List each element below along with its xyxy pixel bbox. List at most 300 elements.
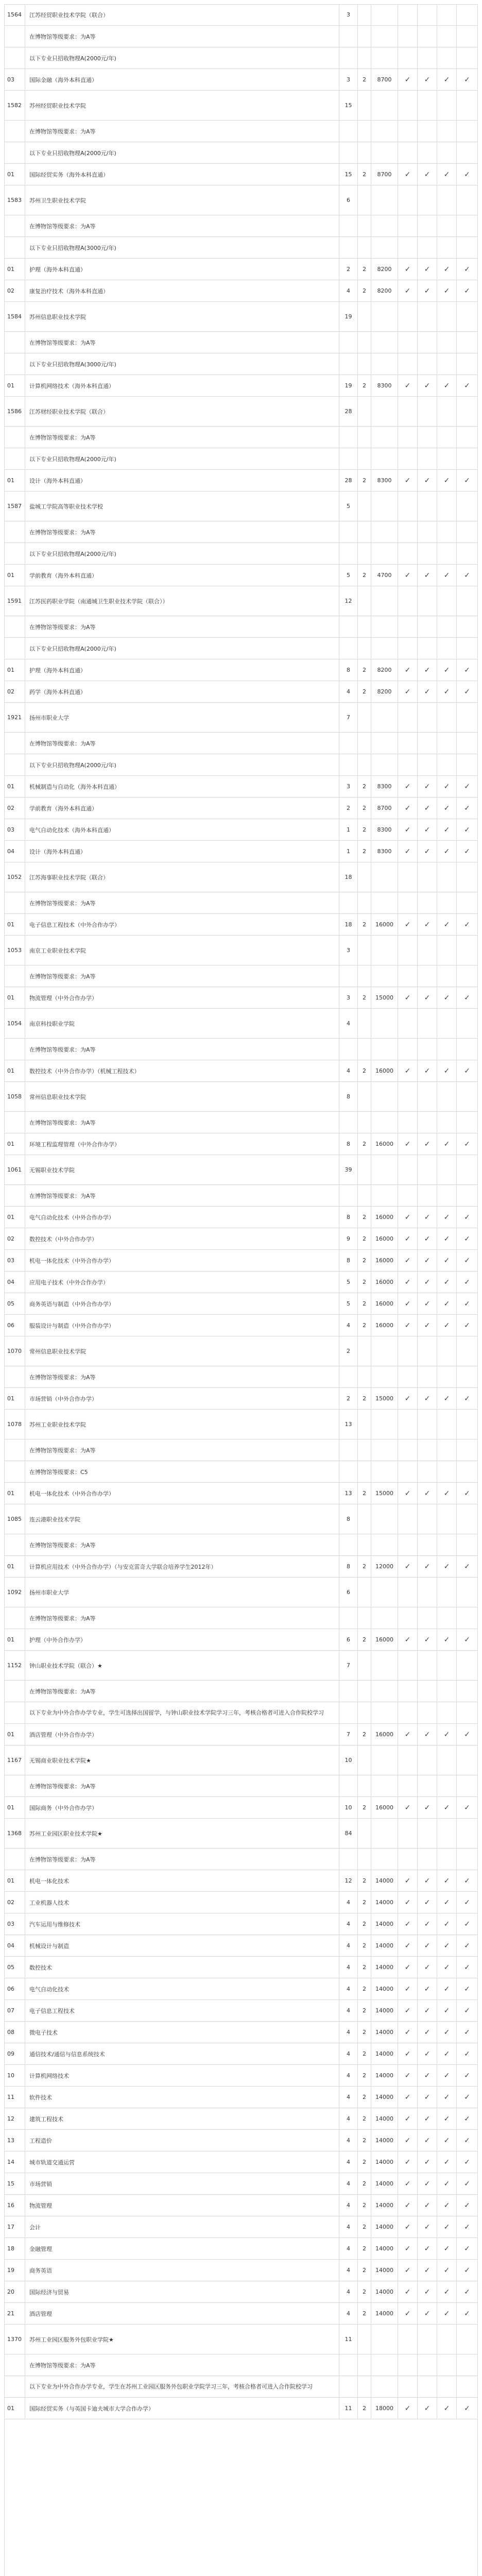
subject-req-cell-3 (437, 1228, 456, 1249)
table-row (4, 1133, 478, 1155)
subject-req-cell-3 (437, 1504, 456, 1534)
plan-count-cell (339, 470, 357, 491)
subject-req-cell-4 (456, 164, 478, 185)
subject-req-cell-1 (398, 2325, 417, 2354)
subject-req-cell-3 (437, 819, 456, 840)
name-cell-text: 物流管理（中外合作办学） (29, 994, 97, 1002)
subject-req-cell-1 (398, 965, 417, 987)
check-icon: ✓ (424, 286, 431, 295)
plan-count-cell (339, 543, 357, 564)
subject-req-cell-1 (398, 862, 417, 892)
check-icon: ✓ (443, 265, 450, 274)
subject-req-cell-1 (398, 397, 417, 426)
subject-req-cell-4 (456, 841, 478, 862)
subject-req-cell-1 (398, 1849, 417, 1870)
name-cell (25, 1870, 339, 1891)
name-cell-text: 国际经济与贸易 (29, 2289, 69, 2296)
subject-req-cell-4 (456, 681, 478, 702)
code-cell (4, 1724, 25, 1745)
subject-req-cell-2 (417, 1534, 437, 1555)
table-row (4, 26, 478, 47)
years-cell (357, 69, 371, 90)
table-row (4, 1272, 478, 1293)
code-cell (4, 1272, 25, 1293)
name-cell (25, 47, 339, 69)
table-row (4, 215, 478, 237)
tuition-cell (371, 1185, 398, 1206)
code-cell (4, 1578, 25, 1607)
name-cell (25, 1745, 339, 1775)
check-icon: ✓ (464, 2404, 470, 2413)
subject-req-cell-1 (398, 1133, 417, 1155)
subject-req-cell-1 (398, 1366, 417, 1387)
check-icon: ✓ (464, 2006, 470, 2015)
code-cell-text: 01 (7, 266, 14, 273)
plan-count-cell (339, 936, 357, 965)
table-row (4, 2173, 478, 2195)
table-row (4, 1870, 478, 1892)
subject-req-cell-3 (437, 1935, 456, 1956)
subject-req-cell-1 (398, 892, 417, 913)
name-cell (25, 2260, 339, 2281)
name-cell-text: 苏州经贸职业技术学院 (29, 102, 86, 109)
check-icon: ✓ (424, 2244, 431, 2253)
table-row (4, 2376, 478, 2398)
table-row (4, 1849, 478, 1870)
subject-req-cell-1 (398, 470, 417, 491)
name-cell-text: 在博物馆等级要求：为A等 (29, 1688, 96, 1695)
code-cell-text: 11 (7, 2094, 14, 2100)
plan-count-cell-text: 8 (347, 1257, 350, 1264)
subject-req-cell-3 (437, 353, 456, 375)
years-cell (357, 470, 371, 491)
plan-count-cell-text: 4 (347, 1942, 350, 1949)
tuition-cell-text: 14000 (375, 2180, 393, 2187)
code-cell-text: 02 (7, 1899, 14, 1906)
subject-req-cell-1 (398, 69, 417, 90)
years-cell (357, 2398, 371, 2419)
check-icon: ✓ (464, 666, 470, 674)
subject-req-cell-4 (456, 2130, 478, 2151)
plan-count-cell-text: 9 (347, 1235, 350, 1242)
code-cell (4, 185, 25, 215)
plan-count-cell-text: 6 (347, 1636, 350, 1643)
name-cell-text: 护理（中外合作办学） (29, 1636, 86, 1643)
subject-req-cell-4 (456, 2398, 478, 2419)
years-cell (357, 965, 371, 987)
check-icon: ✓ (404, 1256, 411, 1265)
subject-req-cell-1 (398, 2195, 417, 2216)
tuition-cell (371, 492, 398, 521)
subject-req-cell-2 (417, 703, 437, 732)
check-icon: ✓ (404, 1985, 411, 1993)
table-row (4, 1250, 478, 1272)
subject-req-cell-2 (417, 1388, 437, 1409)
name-cell (25, 2216, 339, 2238)
plan-count-cell (339, 280, 357, 301)
check-icon: ✓ (404, 2201, 411, 2210)
subject-req-cell-1 (398, 492, 417, 521)
check-icon: ✓ (443, 1985, 450, 1993)
subject-req-cell-1 (398, 2281, 417, 2302)
years-cell-text: 2 (363, 76, 366, 83)
years-cell (357, 492, 371, 521)
name-cell-text: 南京工业职业技术学院 (29, 947, 86, 954)
years-cell (357, 1228, 371, 1249)
subject-req-cell-4 (456, 1745, 478, 1775)
subject-req-cell-3 (437, 965, 456, 987)
table-row (4, 1315, 478, 1336)
subject-req-cell-4 (456, 2260, 478, 2281)
subject-req-cell-2 (417, 1060, 437, 1081)
plan-count-cell-text: 5 (347, 503, 350, 510)
check-icon: ✓ (404, 1803, 411, 1812)
years-cell (357, 1461, 371, 1482)
check-icon: ✓ (424, 571, 431, 580)
name-cell (25, 2022, 339, 2043)
subject-req-cell-1 (398, 1724, 417, 1745)
years-cell-text: 2 (363, 2115, 366, 2122)
plan-count-cell-text: 8 (347, 667, 350, 673)
check-icon: ✓ (404, 1140, 411, 1148)
check-icon: ✓ (464, 1941, 470, 1950)
name-cell (25, 185, 339, 215)
check-icon: ✓ (424, 993, 431, 1002)
code-cell (4, 259, 25, 280)
subject-req-cell-1 (398, 47, 417, 69)
years-cell (357, 2173, 371, 2194)
subject-req-cell-4 (456, 543, 478, 564)
years-cell-text: 2 (363, 1490, 366, 1497)
tuition-cell (371, 91, 398, 120)
check-icon: ✓ (443, 476, 450, 485)
check-icon: ✓ (443, 666, 450, 674)
subject-req-cell-1 (398, 2398, 417, 2419)
subject-req-cell-3 (437, 2065, 456, 2086)
code-cell (4, 754, 25, 775)
code-cell (4, 448, 25, 469)
tuition-cell-text: 16000 (375, 1731, 393, 1738)
school-row (4, 397, 478, 427)
check-icon: ✓ (443, 1213, 450, 1222)
plan-count-cell-text: 5 (347, 1279, 350, 1285)
name-cell-text: 数控技术（中外合作办学）（机械工程技术） (29, 1067, 140, 1075)
plan-count-cell (339, 616, 357, 637)
tuition-cell (371, 1607, 398, 1629)
check-icon: ✓ (464, 782, 470, 791)
tuition-cell (371, 936, 398, 965)
table-row (4, 2260, 478, 2281)
subject-req-cell-1 (398, 332, 417, 353)
name-cell (25, 375, 339, 396)
code-cell (4, 470, 25, 491)
check-icon: ✓ (443, 286, 450, 295)
tuition-cell-text: 14000 (375, 1921, 393, 1927)
subject-req-cell-2 (417, 1133, 437, 1155)
tuition-cell (371, 1250, 398, 1271)
check-icon: ✓ (443, 1140, 450, 1148)
plan-count-cell (339, 914, 357, 935)
check-icon: ✓ (464, 2158, 470, 2166)
name-cell (25, 1336, 339, 1366)
subject-req-cell-1 (398, 638, 417, 659)
subject-req-cell-3 (437, 1849, 456, 1870)
years-cell (357, 638, 371, 659)
subject-req-cell-2 (417, 280, 437, 301)
name-cell-text: 在博物馆等级要求：为A等 (29, 1192, 96, 1199)
years-cell-text: 2 (363, 2224, 366, 2230)
name-cell-text: 在博物馆等级要求：为A等 (29, 1447, 96, 1454)
tuition-cell (371, 2022, 398, 2043)
name-cell (25, 1293, 339, 1314)
tuition-cell (371, 4, 398, 25)
subject-req-cell-2 (417, 616, 437, 637)
years-cell-text: 2 (363, 2007, 366, 2014)
subject-req-cell-1 (398, 2108, 417, 2129)
tuition-cell (371, 1556, 398, 1577)
name-cell (25, 1207, 339, 1228)
years-cell (357, 2354, 371, 2376)
code-cell-text: 01 (7, 1731, 14, 1738)
years-cell (357, 2065, 371, 2086)
subject-req-cell-4 (456, 4, 478, 25)
name-cell-text: 物流管理 (29, 2202, 52, 2209)
tuition-cell-text: 14000 (375, 2267, 393, 2274)
plan-count-cell-text: 4 (347, 1986, 350, 1992)
table-row (4, 754, 478, 776)
tuition-cell (371, 185, 398, 215)
check-icon: ✓ (404, 1234, 411, 1243)
subject-req-cell-4 (456, 259, 478, 280)
subject-req-cell-4 (456, 1702, 478, 1723)
code-cell-text: 02 (7, 688, 14, 695)
code-cell (4, 1082, 25, 1111)
subject-req-cell-3 (437, 2216, 456, 2238)
tuition-cell (371, 1745, 398, 1775)
name-cell-text: 在博物馆等级要求：为A等 (29, 128, 96, 135)
subject-req-cell-3 (437, 215, 456, 236)
subject-req-cell-4 (456, 1060, 478, 1081)
name-cell (25, 776, 339, 797)
table-row (4, 733, 478, 754)
name-cell (25, 69, 339, 90)
plan-count-cell (339, 2173, 357, 2194)
tuition-cell (371, 1724, 398, 1745)
subject-req-cell-3 (437, 987, 456, 1008)
tuition-cell (371, 819, 398, 840)
name-cell (25, 1702, 339, 1723)
name-cell-text: 在博物馆等级要求：为A等 (29, 1046, 96, 1053)
tuition-cell-text: 8200 (377, 266, 392, 273)
years-cell-text: 2 (363, 287, 366, 294)
school-row (4, 1578, 478, 1607)
name-cell (25, 2151, 339, 2173)
subject-req-cell-2 (417, 1745, 437, 1775)
name-cell (25, 164, 339, 185)
code-cell-text: 17 (7, 2224, 14, 2230)
subject-req-cell-2 (417, 2303, 437, 2324)
tuition-cell (371, 427, 398, 448)
plan-count-cell (339, 1892, 357, 1913)
subject-req-cell-2 (417, 2325, 437, 2354)
check-icon: ✓ (464, 170, 470, 179)
name-cell-text: 电气自动化技术（海外本科直通） (29, 826, 114, 834)
name-cell-text: 江苏财经职业技术学院（联合） (29, 408, 109, 415)
plan-count-cell-text: 4 (347, 2180, 350, 2187)
check-icon: ✓ (424, 1562, 431, 1571)
name-cell-text: 在博物馆等级要求：为A等 (29, 529, 96, 536)
tuition-cell-text: 8700 (377, 171, 392, 178)
subject-req-cell-2 (417, 1607, 437, 1629)
subject-req-cell-4 (456, 1819, 478, 1848)
subject-req-cell-3 (437, 26, 456, 47)
years-cell (357, 259, 371, 280)
code-cell (4, 1293, 25, 1314)
name-cell (25, 1819, 339, 1848)
subject-req-cell-4 (456, 142, 478, 163)
check-icon: ✓ (404, 847, 411, 856)
check-icon: ✓ (443, 1730, 450, 1739)
years-cell (357, 1724, 371, 1745)
name-cell (25, 2354, 339, 2376)
tuition-cell (371, 1039, 398, 1060)
tuition-cell (371, 215, 398, 236)
check-icon: ✓ (464, 75, 470, 84)
table-row (4, 1629, 478, 1651)
subject-req-cell-2 (417, 1978, 437, 1999)
code-cell (4, 1336, 25, 1366)
check-icon: ✓ (424, 2179, 431, 2188)
plan-count-cell (339, 776, 357, 797)
check-icon: ✓ (443, 1562, 450, 1571)
years-cell (357, 1797, 371, 1818)
years-cell-text: 2 (363, 1942, 366, 1949)
plan-count-cell (339, 1009, 357, 1038)
check-icon: ✓ (404, 286, 411, 295)
subject-req-cell-1 (398, 1978, 417, 1999)
subject-req-cell-1 (398, 1250, 417, 1271)
tuition-cell (371, 1272, 398, 1293)
name-cell (25, 1849, 339, 1870)
code-cell (4, 2281, 25, 2302)
plan-count-cell-text: 3 (347, 783, 350, 790)
plan-count-cell (339, 754, 357, 775)
check-icon: ✓ (404, 1394, 411, 1403)
years-cell (357, 1315, 371, 1336)
table-row (4, 2238, 478, 2260)
code-cell (4, 987, 25, 1008)
name-cell (25, 892, 339, 913)
subject-req-cell-4 (456, 586, 478, 616)
years-cell (357, 1293, 371, 1314)
subject-req-cell-1 (398, 237, 417, 258)
subject-req-cell-4 (456, 638, 478, 659)
tuition-cell (371, 1228, 398, 1249)
subject-req-cell-1 (398, 586, 417, 616)
table-row (4, 2087, 478, 2108)
subject-req-cell-3 (437, 1775, 456, 1797)
years-cell (357, 1892, 371, 1913)
subject-req-cell-4 (456, 1651, 478, 1680)
code-cell-text: 01 (7, 1877, 14, 1884)
tuition-cell (371, 375, 398, 396)
check-icon: ✓ (404, 2158, 411, 2166)
code-cell (4, 215, 25, 236)
tuition-cell-text: 14000 (375, 1877, 393, 1884)
check-icon: ✓ (443, 1321, 450, 1330)
school-row (4, 1082, 478, 1112)
years-cell-text: 2 (363, 1964, 366, 1971)
years-cell-text: 2 (363, 2094, 366, 2100)
tuition-cell-text: 14000 (375, 2029, 393, 2036)
subject-req-cell-3 (437, 2325, 456, 2354)
check-icon: ✓ (404, 1730, 411, 1739)
subject-req-cell-3 (437, 375, 456, 396)
tuition-cell-text: 8700 (377, 805, 392, 811)
name-cell (25, 332, 339, 353)
name-cell (25, 1935, 339, 1956)
check-icon: ✓ (404, 2114, 411, 2123)
code-cell-text: 1583 (7, 197, 22, 204)
subject-req-cell-3 (437, 2108, 456, 2129)
plan-count-cell-text: 4 (347, 2137, 350, 2144)
name-cell-text: 在博物馆等级要求：为A等 (29, 1541, 96, 1549)
years-cell (357, 2087, 371, 2108)
subject-req-cell-1 (398, 1935, 417, 1956)
check-icon: ✓ (404, 75, 411, 84)
years-cell (357, 1155, 371, 1184)
years-cell (357, 798, 371, 819)
name-cell (25, 1039, 339, 1060)
tuition-cell (371, 798, 398, 819)
plan-count-cell (339, 185, 357, 215)
tuition-cell (371, 987, 398, 1008)
subject-req-cell-1 (398, 2087, 417, 2108)
check-icon: ✓ (404, 825, 411, 834)
tuition-cell (371, 2325, 398, 2354)
tuition-cell (371, 259, 398, 280)
subject-req-cell-1 (398, 4, 417, 25)
check-icon: ✓ (404, 2179, 411, 2188)
plan-count-cell (339, 1957, 357, 1978)
subject-req-cell-3 (437, 754, 456, 775)
subject-req-cell-2 (417, 2087, 437, 2108)
table-row (4, 1439, 478, 1461)
check-icon: ✓ (424, 265, 431, 274)
check-icon: ✓ (424, 1635, 431, 1644)
table-row (4, 543, 478, 565)
subject-req-cell-1 (398, 164, 417, 185)
check-icon: ✓ (404, 993, 411, 1002)
subject-req-cell-3 (437, 69, 456, 90)
subject-req-cell-2 (417, 862, 437, 892)
name-cell-text: 以下专业只招收物理A(2000元/年) (29, 455, 116, 463)
name-cell (25, 1681, 339, 1702)
subject-req-cell-3 (437, 1366, 456, 1387)
subject-req-cell-3 (437, 1410, 456, 1439)
subject-req-cell-3 (437, 1009, 456, 1038)
plan-count-cell-text: 11 (345, 2405, 352, 2412)
subject-req-cell-1 (398, 1185, 417, 1206)
subject-req-cell-4 (456, 2376, 478, 2397)
plan-count-cell (339, 862, 357, 892)
name-cell-text: 设计（海外本科直通） (29, 848, 86, 855)
name-cell-text: 以下专业只招收物理A(2000元/年) (29, 149, 116, 157)
name-cell (25, 1388, 339, 1409)
tuition-cell-text: 8300 (377, 826, 392, 833)
years-cell (357, 1629, 371, 1650)
code-cell-text: 03 (7, 1257, 14, 1264)
